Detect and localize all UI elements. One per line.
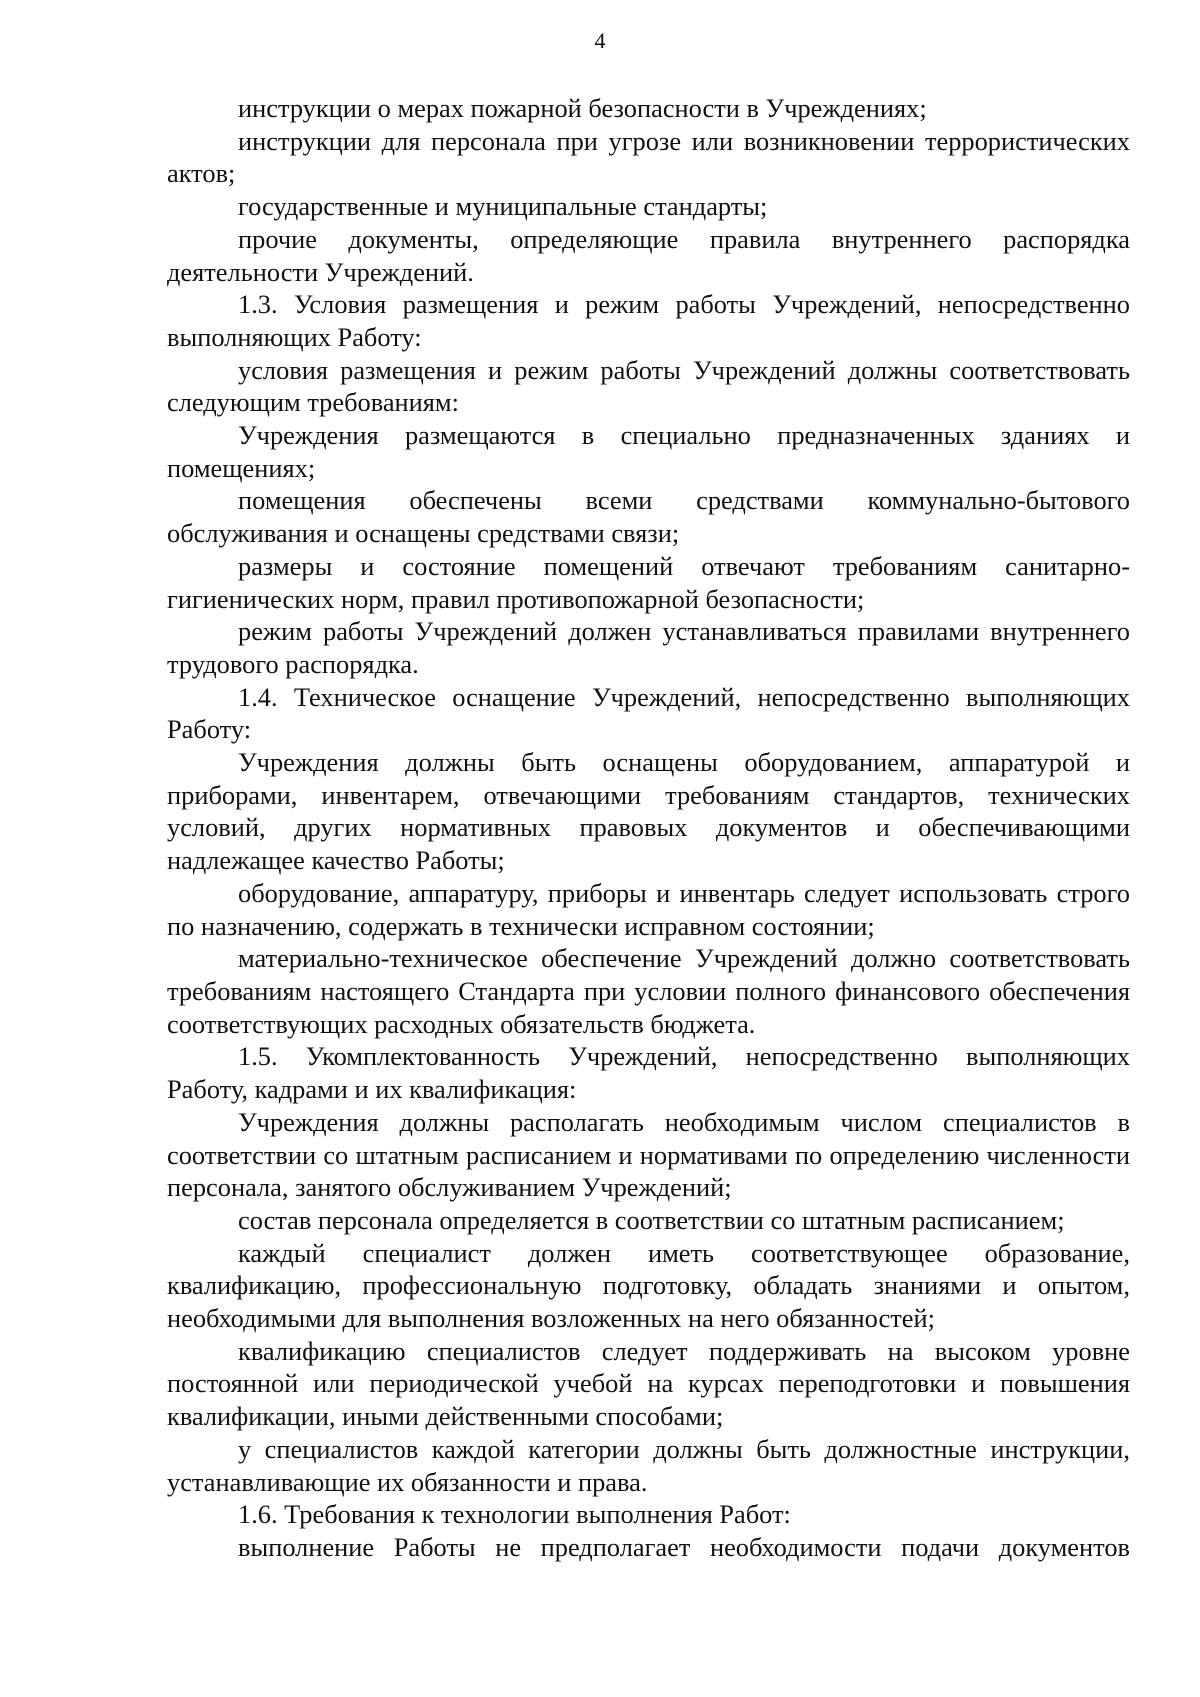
paragraph: материально-техническое обеспечение Учреждений должно соответствовать требованиям настоящего Стандарта при условии полного финансового обеспечения соответствующих расходных обязательств бюджета.: [167, 943, 1130, 1039]
paragraph: квалификацию специалистов следует поддерживать на высоком уровне постоянной или периодической учебой на курсах переподготовки и повышения квалификации, иными действенными способами;: [167, 1335, 1130, 1432]
section-heading-1-3: 1.3. Условия размещения и режим работы Учреждений, непосредственно выполняющих Работу:: [167, 289, 1130, 352]
paragraph: Учреждения должны располагать необходимым числом специалистов в соответствии со штатным расписанием и нормативами по определению численности персонала, занятого обслуживанием Учреждений;: [167, 1106, 1130, 1203]
paragraph: инструкции о мерах пожарной безопасности в Учреждениях;: [238, 93, 927, 123]
paragraph: размеры и состояние помещений отвечают требованиям санитарно-гигиенических норм, правил противопожарной безопасности;: [167, 550, 1130, 614]
paragraph: Учреждения должны быть оснащены оборудованием, аппаратурой и приборами, инвентарем, отвечающими требованиям стандартов, технических условий, других нормативных правовых документов и обеспечивающими надлежащее качество Работы;: [167, 747, 1130, 876]
paragraph: выполнение Работы не предполагает необходимости подачи документов: [238, 1531, 1130, 1562]
page-number: 4: [594, 28, 606, 53]
section-heading-1-6: 1.6. Требования к технологии выполнения Работ:: [238, 1499, 791, 1530]
section-heading-1-5: 1.5. Укомплектованность Учреждений, непосредственно выполняющих Работу, кадрами и их квалификация:: [167, 1041, 1130, 1105]
paragraph: Учреждения размещаются в специально предназначенных зданиях и помещениях;: [167, 420, 1130, 483]
paragraph: каждый специалист должен иметь соответствующее образование, квалификацию, профессиональную подготовку, обладать знаниями и опытом, необходимыми для выполнения возложенных на него обязанностей;: [167, 1237, 1130, 1334]
section-heading-1-4: 1.4. Техническое оснащение Учреждений, непосредственно выполняющих Работу:: [167, 681, 1130, 745]
document-body: [167, 92, 1130, 1564]
paragraph: государственные и муниципальные стандарты;: [238, 191, 768, 222]
paragraph: помещения обеспечены всеми средствами коммунально-бытового обслуживания и оснащены средствами связи;: [167, 485, 1130, 549]
paragraph: оборудование, аппаратуру, приборы и инвентарь следует использовать строго по назначению, содержать в технически исправном состоянии;: [167, 877, 1130, 941]
paragraph: условия размещения и режим работы Учреждений должны соответствовать следующим требованиям:: [167, 354, 1130, 418]
paragraph: инструкции для персонала при угрозе или возникновении террористических актов;: [167, 125, 1130, 189]
paragraph: у специалистов каждой категории должны быть должностные инструкции, устанавливающие их обязанности и права.: [167, 1433, 1130, 1497]
paragraph: состав персонала определяется в соответствии со штатным расписанием;: [238, 1204, 1065, 1235]
paragraph: прочие документы, определяющие правила внутреннего распорядка деятельности Учреждений.: [167, 223, 1130, 287]
paragraph: режим работы Учреждений должен устанавливаться правилами внутреннего трудового распорядка.: [167, 616, 1130, 679]
